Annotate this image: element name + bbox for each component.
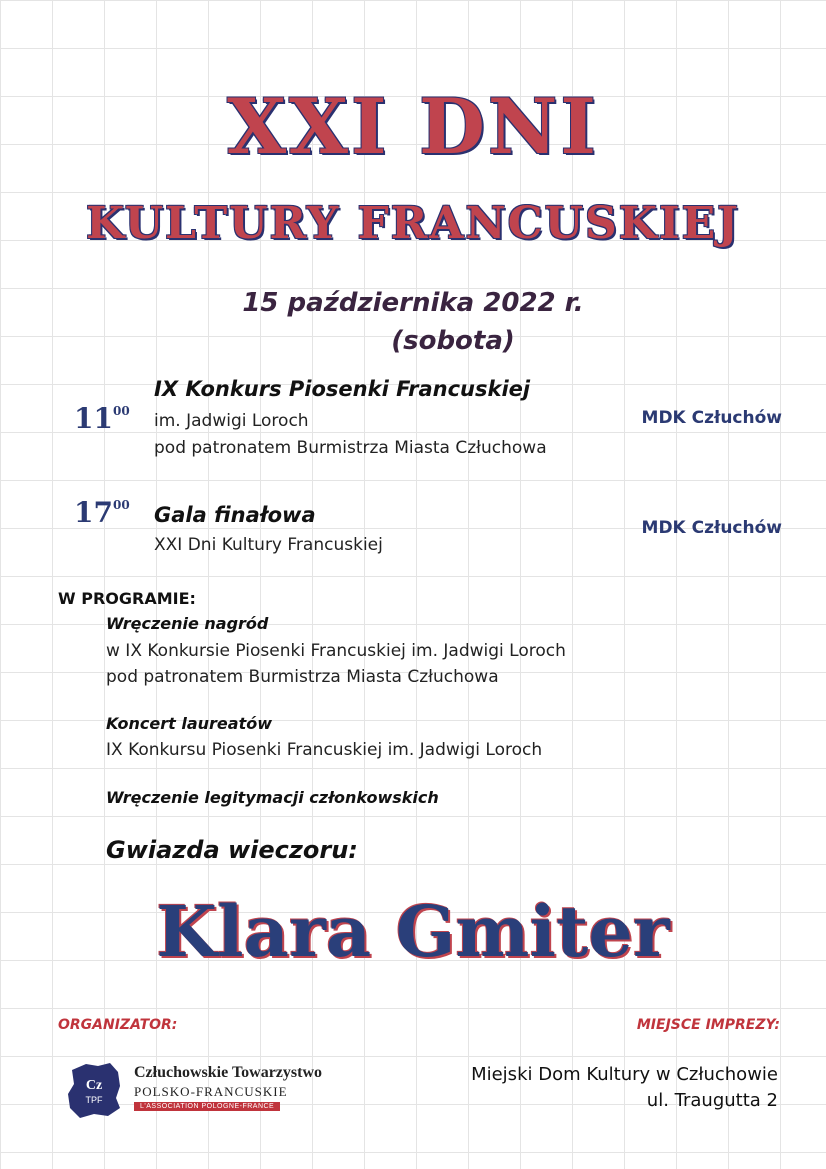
event-weekday: (sobota) <box>391 326 515 356</box>
event-1-time-min: 00 <box>112 404 130 418</box>
event-1-title: IX Konkurs Piosenki Francuskiej <box>154 377 531 401</box>
event-1-place: MDK Człuchów <box>641 408 782 428</box>
program-item-2-title: Koncert laureatów <box>106 714 272 733</box>
event-1-time <box>74 402 130 435</box>
program-item-1-title: Wręczenie nagród <box>106 614 269 633</box>
svg-text:TPF: TPF <box>85 1095 103 1105</box>
organizer-label: ORGANIZATOR: <box>58 1017 178 1033</box>
program-item-1-line-2: pod patronatem Burmistrza Miasta Człuchowa <box>106 667 499 687</box>
poland-map-icon <box>64 1060 124 1122</box>
program-item-3-title: Wręczenie legitymacji członkowskich <box>106 788 439 807</box>
logo-org-line-1: Człuchowskie Towarzystwo <box>134 1064 323 1081</box>
event-2-time-min: 00 <box>112 498 130 512</box>
star-name: Klara Gmiter <box>156 890 670 973</box>
program-heading: W PROGRAMIE: <box>58 589 196 608</box>
program-item-2-line-1: IX Konkursu Piosenki Francuskiej im. Jadwigi Loroch <box>106 740 543 760</box>
logo-org-line-2: POLSKO-FRANCUSKIE <box>134 1084 288 1099</box>
event-1-time-hour: 11 <box>74 402 113 435</box>
event-2-time-hour: 17 <box>74 496 113 529</box>
star-heading: Gwiazda wieczoru: <box>106 836 358 864</box>
venue-label: MIEJSCE IMPREZY: <box>636 1017 780 1033</box>
organizer-logo <box>64 1060 364 1122</box>
event-2-place: MDK Człuchów <box>641 518 782 538</box>
event-date: 15 października 2022 r. <box>242 288 584 318</box>
venue-line-2: ul. Traugutta 2 <box>646 1090 778 1111</box>
title-line-1: XXI DNI <box>227 82 599 171</box>
event-2-line-1: XXI Dni Kultury Francuskiej <box>154 535 383 555</box>
title-line-2: KULTURY FRANCUSKIEJ <box>86 198 740 249</box>
program-item-1-line-1: w IX Konkursie Piosenki Francuskiej im. Jadwigi Loroch <box>106 641 566 661</box>
logo-tagline: L'ASSOCIATION POLOGNE-FRANCE <box>134 1102 280 1111</box>
event-1-line-2: pod patronatem Burmistrza Miasta Człuchowa <box>154 438 547 458</box>
venue-line-1: Miejski Dom Kultury w Człuchowie <box>471 1064 778 1085</box>
svg-text:Cz: Cz <box>85 1078 103 1093</box>
event-2-time <box>74 496 130 529</box>
event-2-title: Gala finałowa <box>154 503 316 527</box>
event-1-line-1: im. Jadwigi Loroch <box>154 411 309 431</box>
